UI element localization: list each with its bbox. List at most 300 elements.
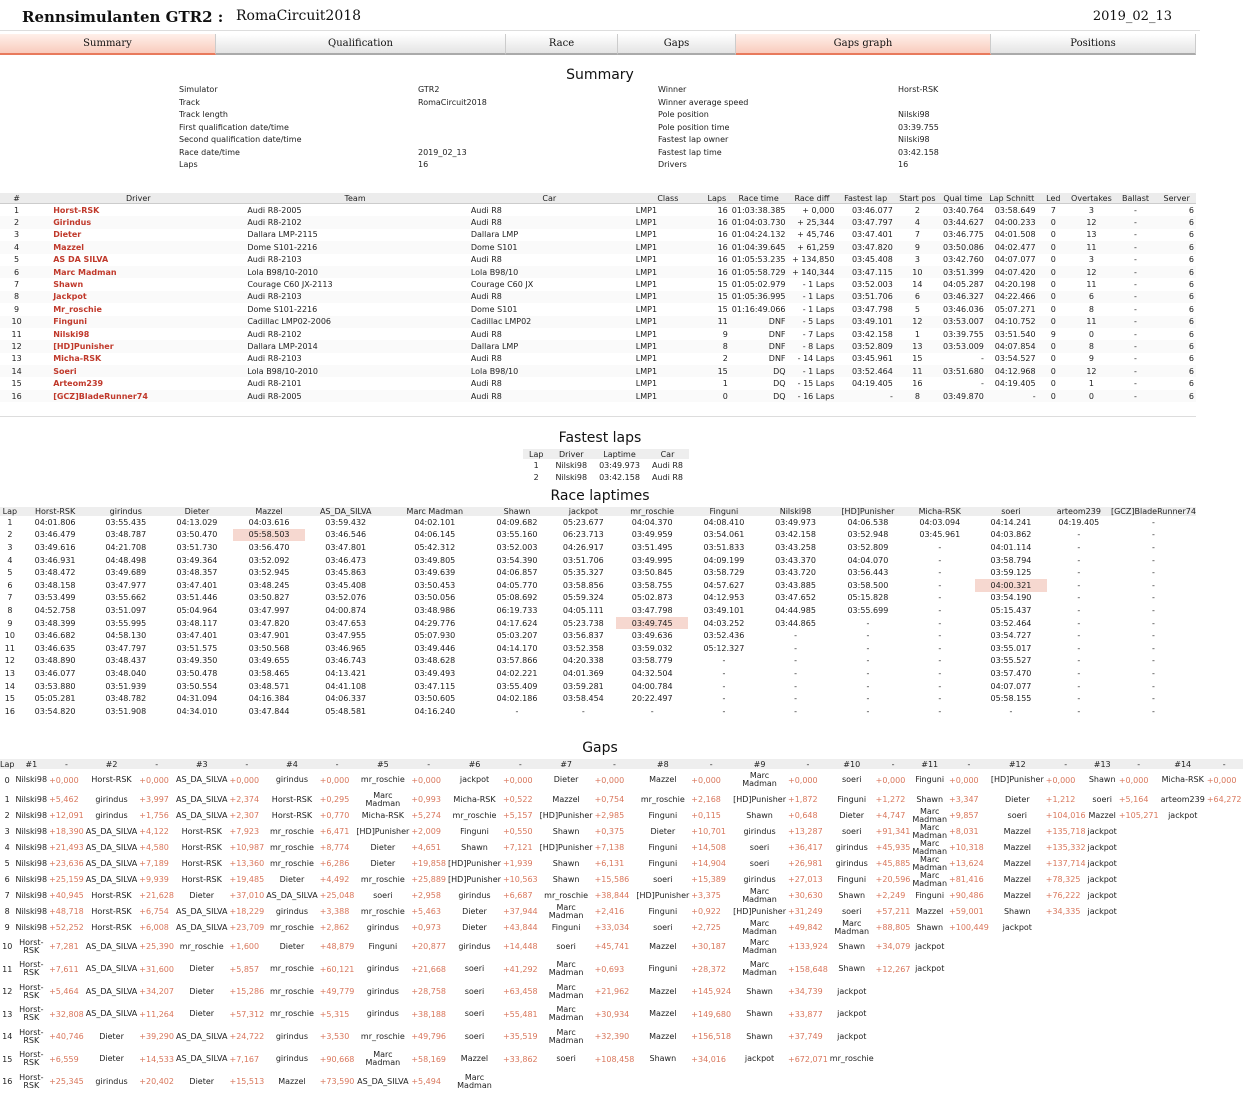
gap-value: +19,485 <box>228 872 265 888</box>
drivers-cell: 01:05:02.979 <box>730 278 788 290</box>
gap-value: +3,388 <box>319 904 356 920</box>
laptime-cell: 04:03.094 <box>904 516 975 529</box>
gaps-col-header: - <box>1118 759 1160 769</box>
tab-summary[interactable]: Summary <box>0 34 216 55</box>
drivers-cell: 0 <box>1038 303 1069 315</box>
laptime-cell: - <box>1111 680 1196 693</box>
gaps-col-header: - <box>1045 759 1087 769</box>
drivers-cell: 6 <box>1069 291 1114 303</box>
gap-value: +33,862 <box>502 1048 539 1071</box>
driver-name-link[interactable]: Jackpot <box>33 291 243 303</box>
laptime-cell: 03:46.077 <box>20 667 91 680</box>
gap-driver: Dieter <box>175 981 229 1004</box>
drivers-cell: 6 <box>1157 353 1196 365</box>
gap-driver: Dieter <box>175 1071 229 1093</box>
gap-value: +32,390 <box>594 1026 636 1049</box>
drivers-cell: - <box>1114 353 1157 365</box>
laptimes-col-header: [GCZ]BladeRunner74 <box>1111 507 1196 516</box>
drivers-cell: 6 <box>1157 266 1196 278</box>
gap-driver: Horst-RSK <box>175 872 229 888</box>
laptime-cell: 03:47.901 <box>233 629 306 642</box>
info-label: Laps <box>179 159 198 172</box>
drivers-row <box>0 328 1196 340</box>
gap-value: +40,945 <box>48 888 85 904</box>
gaps-row <box>0 856 1243 872</box>
gap-driver: [HD]Punisher <box>635 888 690 904</box>
gap-value: +3,530 <box>319 1026 356 1049</box>
driver-name-link[interactable]: Shawn <box>33 278 243 290</box>
drivers-cell: 16 <box>704 229 730 241</box>
driver-name-link[interactable]: Soeri <box>33 365 243 377</box>
laptime-cell: - <box>904 617 975 630</box>
gap-driver: Horst-RSK <box>265 792 319 808</box>
drivers-cell: 01:05:36.995 <box>730 291 788 303</box>
fastest-cell: Nilski98 <box>549 459 593 471</box>
gap-value: +55,481 <box>502 1003 539 1026</box>
gap-value: +14,904 <box>690 856 732 872</box>
drivers-cell: - <box>1114 316 1157 328</box>
drivers-cell: 5 <box>895 303 940 315</box>
gap-value: +2,307 <box>228 808 265 824</box>
laptime-cell: 4 <box>0 554 20 567</box>
laptime-cell: 03:50.568 <box>233 642 306 655</box>
drivers-cell: Audi R8-2005 <box>243 204 467 217</box>
gap-value: +91,341 <box>875 824 912 840</box>
gap-value: +58,169 <box>410 1048 447 1071</box>
drivers-row <box>0 353 1196 365</box>
tab-positions[interactable]: Positions <box>991 34 1196 55</box>
drivers-cell: 9 <box>1038 328 1069 340</box>
gap-driver: Finguni <box>829 792 875 808</box>
laptime-cell: - <box>904 705 975 718</box>
gap-value: +5,494 <box>410 1071 447 1093</box>
gap-value <box>875 981 912 1004</box>
gap-value: +0,922 <box>690 904 732 920</box>
laptime-cell: 03:47.798 <box>616 604 688 617</box>
gaps-col-header: #2 <box>85 759 139 769</box>
gap-driver: Marc Madman <box>355 1048 410 1071</box>
driver-name-link[interactable]: Micha-RSK <box>33 353 243 365</box>
gap-value <box>1118 856 1160 872</box>
drivers-cell: 12 <box>895 316 940 328</box>
gap-driver: mr_roschie <box>265 840 319 856</box>
drivers-cell: Audi R8 <box>467 390 632 402</box>
gap-value: +34,739 <box>787 981 829 1004</box>
drivers-cell: 10 <box>895 266 940 278</box>
drivers-cell: 6 <box>1157 216 1196 228</box>
laptime-cell: 03:50.056 <box>386 592 484 605</box>
fastest-row <box>523 471 689 483</box>
gap-value: +64,272 <box>1206 792 1243 808</box>
laptime-cell: 04:57.627 <box>688 579 760 592</box>
drivers-cell: 12 <box>0 340 33 352</box>
laptime-cell: 04:08.410 <box>688 516 760 529</box>
drivers-cell: - <box>1114 241 1157 253</box>
driver-name-link[interactable]: Finguni <box>33 316 243 328</box>
drivers-cell: LMP1 <box>632 340 704 352</box>
gap-driver: Horst-RSK <box>14 958 48 981</box>
gap-value: +672,071 <box>787 1048 829 1071</box>
laptime-cell: - <box>1047 604 1111 617</box>
laptime-cell: 03:50.453 <box>386 579 484 592</box>
drivers-cell: 6 <box>1157 340 1196 352</box>
driver-name-link[interactable]: Girindus <box>33 216 243 228</box>
laptime-cell: 03:43.720 <box>760 566 832 579</box>
laptimes-row <box>0 705 1196 718</box>
tab-gaps-graph[interactable]: Gaps graph <box>736 34 991 55</box>
laptime-cell: 03:47.801 <box>305 541 386 554</box>
gap-value: +21,628 <box>138 888 175 904</box>
laptime-cell: 05:08.692 <box>484 592 551 605</box>
drivers-cell: 16 <box>0 390 33 402</box>
laptime-cell: - <box>1111 579 1196 592</box>
drivers-cell: 03:52.003 <box>836 278 894 290</box>
gap-driver: Micha-RSK <box>355 808 410 824</box>
laptime-cell: 04:34.010 <box>161 705 233 718</box>
gap-value: +2,862 <box>319 920 356 936</box>
gaps-col-header: #14 <box>1160 759 1206 769</box>
gaps-row <box>0 936 1243 959</box>
gap-driver: [HD]Punisher <box>732 792 787 808</box>
gap-driver: Finguni <box>447 824 502 840</box>
gap-driver: Finguni <box>911 888 948 904</box>
drivers-cell: 0 <box>1038 377 1069 389</box>
drivers-col-header: # <box>0 193 33 204</box>
laptime-cell: - <box>1047 667 1111 680</box>
drivers-cell: - 1 Laps <box>788 291 837 303</box>
drivers-cell: 03:46.327 <box>940 291 986 303</box>
gap-value: +4,580 <box>138 840 175 856</box>
gap-value: +12,091 <box>48 808 85 824</box>
gap-value: +13,360 <box>228 856 265 872</box>
gap-driver: Dieter <box>447 904 502 920</box>
laptime-cell: - <box>1111 554 1196 567</box>
laptime-cell: 04:00.784 <box>616 680 688 693</box>
drivers-col-header: Qual time <box>940 193 986 204</box>
drivers-cell: - <box>1114 266 1157 278</box>
gap-value: +14,533 <box>138 1048 175 1071</box>
gap-lap: 2 <box>0 808 14 824</box>
laptimes-header-row <box>0 507 1196 516</box>
driver-name-link[interactable]: Arteom239 <box>33 377 243 389</box>
drivers-cell: 03:46.036 <box>940 303 986 315</box>
drivers-cell: 03:51.399 <box>940 266 986 278</box>
gap-driver: Shawn <box>732 808 787 824</box>
gap-value: +31,600 <box>138 958 175 981</box>
drivers-cell: - <box>1114 278 1157 290</box>
gap-value: +5,164 <box>1118 792 1160 808</box>
gap-value: +15,513 <box>228 1071 265 1093</box>
gap-value: +4,122 <box>138 824 175 840</box>
gap-driver: Mazzel <box>990 888 1045 904</box>
gap-value: +28,758 <box>410 981 447 1004</box>
laptime-cell: 03:45.961 <box>904 529 975 542</box>
drivers-cell: 0 <box>1038 340 1069 352</box>
gap-value: +21,493 <box>48 840 85 856</box>
gap-value: +8,031 <box>948 824 990 840</box>
brand-title: Rennsimulanten GTR2 : <box>22 8 223 26</box>
gap-driver: mr_roschie <box>355 769 410 792</box>
laptime-cell: - <box>484 705 551 718</box>
gap-value: +0,754 <box>594 792 636 808</box>
gap-driver: girindus <box>355 981 410 1004</box>
laptime-cell: 03:59.432 <box>305 516 386 529</box>
gap-value: +25,048 <box>319 888 356 904</box>
gap-lap: 15 <box>0 1048 14 1071</box>
drivers-cell: 8 <box>1069 303 1114 315</box>
gap-driver: Shawn <box>539 872 594 888</box>
drivers-cell: 11 <box>1069 278 1114 290</box>
driver-name-link[interactable]: [HD]Punisher <box>33 340 243 352</box>
drivers-cell: 6 <box>1157 377 1196 389</box>
gap-value: +158,648 <box>787 958 829 981</box>
gap-value: +26,981 <box>787 856 829 872</box>
laptime-cell: - <box>688 655 760 668</box>
drivers-cell: LMP1 <box>632 328 704 340</box>
gap-value: +1,272 <box>875 792 912 808</box>
drivers-cell: Audi R8 <box>467 204 632 217</box>
laptime-cell: 03:58.729 <box>688 566 760 579</box>
gap-value: +0,295 <box>319 792 356 808</box>
drivers-cell: 01:03:38.385 <box>730 204 788 217</box>
laptime-cell: 04:14.241 <box>975 516 1047 529</box>
gap-value: +48,718 <box>48 904 85 920</box>
gap-driver: girindus <box>829 840 875 856</box>
gap-value: +0,993 <box>410 792 447 808</box>
tab-race[interactable]: Race <box>506 34 618 55</box>
laptime-cell: 03:49.973 <box>760 516 832 529</box>
gap-driver: [HD]Punisher <box>732 904 787 920</box>
gap-driver: soeri <box>829 769 875 792</box>
gap-value: +8,774 <box>319 840 356 856</box>
drivers-cell: - 5 Laps <box>788 316 837 328</box>
laptime-cell: 03:58.454 <box>550 692 616 705</box>
laptime-cell: - <box>831 629 904 642</box>
gap-driver: Shawn <box>829 936 875 959</box>
gap-value: +0,000 <box>48 769 85 792</box>
laptime-cell: - <box>904 642 975 655</box>
laptime-cell: - <box>760 629 832 642</box>
gaps-col-header: - <box>319 759 356 769</box>
gap-value: +34,335 <box>1045 904 1087 920</box>
gap-driver: Horst-RSK <box>14 981 48 1004</box>
drivers-cell: LMP1 <box>632 303 704 315</box>
driver-name-link[interactable]: Marc Madman <box>33 266 243 278</box>
gap-driver: [HD]Punisher <box>539 840 594 856</box>
laptime-cell: 03:49.636 <box>616 629 688 642</box>
laptime-cell: 03:47.997 <box>233 604 306 617</box>
tab-gaps[interactable]: Gaps <box>618 34 736 55</box>
gaps-title: Gaps <box>0 740 1200 756</box>
laptime-cell: 03:48.571 <box>233 680 306 693</box>
gap-driver: Shawn <box>829 958 875 981</box>
gap-driver: Mazzel <box>990 840 1045 856</box>
laptime-cell: 03:51.939 <box>90 680 161 693</box>
info-value: 16 <box>418 159 428 172</box>
gap-value: +73,590 <box>319 1071 356 1093</box>
gap-driver: AS_DA_SILVA <box>175 1026 229 1049</box>
gap-driver: Mazzel <box>539 792 594 808</box>
gap-driver: Dieter <box>85 1026 139 1049</box>
gaps-row <box>0 1026 1243 1049</box>
driver-name-link[interactable]: Horst-RSK <box>33 204 243 217</box>
gap-driver: jackpot <box>1087 840 1118 856</box>
laptime-cell: 03:55.995 <box>90 617 161 630</box>
laptime-cell: 04:26.917 <box>550 541 616 554</box>
gap-value <box>1118 872 1160 888</box>
laptime-cell: - <box>904 592 975 605</box>
drivers-cell: 03:53.009 <box>940 340 986 352</box>
drivers-cell: 03:45.961 <box>836 353 894 365</box>
laptime-cell: - <box>831 680 904 693</box>
laptime-cell: 03:50.554 <box>161 680 233 693</box>
gap-lap: 12 <box>0 981 14 1004</box>
laptime-cell: - <box>1047 642 1111 655</box>
gap-value: +0,693 <box>594 958 636 981</box>
drivers-cell: 16 <box>895 377 940 389</box>
circuit-name: RomaCircuit2018 <box>236 8 361 24</box>
gap-driver: Dieter <box>355 840 410 856</box>
drivers-cell: 0 <box>1038 216 1069 228</box>
gap-value: +7,138 <box>594 840 636 856</box>
laptime-cell: 03:58.465 <box>233 667 306 680</box>
drivers-cell: Audi R8-2102 <box>243 328 467 340</box>
gap-value: +10,987 <box>228 840 265 856</box>
gap-value <box>875 1048 912 1071</box>
laptime-cell: 03:55.160 <box>484 529 551 542</box>
gap-driver: jackpot <box>911 958 948 981</box>
gap-value: +21,668 <box>410 958 447 981</box>
gap-value: +4,492 <box>319 872 356 888</box>
driver-name-link[interactable]: AS DA SILVA <box>33 254 243 266</box>
drivers-cell: 01:04:24.132 <box>730 229 788 241</box>
gap-driver: girindus <box>829 856 875 872</box>
gap-value: +135,332 <box>1045 840 1087 856</box>
gap-value <box>1045 920 1087 936</box>
gap-driver: Horst-RSK <box>175 856 229 872</box>
laptime-cell: 03:58.794 <box>975 554 1047 567</box>
drivers-cell: 15 <box>704 278 730 290</box>
drivers-cell: 1 <box>0 204 33 217</box>
gap-driver: Marc Madman <box>911 872 948 888</box>
drivers-cell: 0 <box>1069 390 1114 402</box>
laptime-cell: 03:43.258 <box>760 541 832 554</box>
drivers-cell: 04:12.968 <box>986 365 1038 377</box>
gap-value: +6,286 <box>319 856 356 872</box>
laptime-cell: 04:01.369 <box>550 667 616 680</box>
gap-lap: 14 <box>0 1026 14 1049</box>
gap-value: +15,586 <box>594 872 636 888</box>
laptime-cell: 2 <box>0 529 20 542</box>
gap-driver: mr_roschie <box>829 1048 875 1071</box>
drivers-cell: 11 <box>704 316 730 328</box>
driver-name-link[interactable]: [GCZ]BladeRunner74 <box>33 390 243 402</box>
drivers-cell: Dome S101 <box>467 303 632 315</box>
gap-value: +0,000 <box>948 769 990 792</box>
gap-lap: 4 <box>0 840 14 856</box>
laptime-cell: 03:47.797 <box>90 642 161 655</box>
drivers-cell: 16 <box>704 204 730 217</box>
tab-qualification[interactable]: Qualification <box>216 34 506 55</box>
drivers-cell: 6 <box>895 291 940 303</box>
gap-driver: Marc Madman <box>539 904 594 920</box>
gap-driver: mr_roschie <box>539 888 594 904</box>
drivers-cell: 6 <box>0 266 33 278</box>
gap-lap: 6 <box>0 872 14 888</box>
drivers-cell: 8 <box>0 291 33 303</box>
gap-value: +0,973 <box>410 920 447 936</box>
driver-name-link[interactable]: Nilski98 <box>33 328 243 340</box>
drivers-cell: 03:46.775 <box>940 229 986 241</box>
drivers-cell: LMP1 <box>632 266 704 278</box>
gap-lap: 16 <box>0 1071 14 1093</box>
drivers-cell: 05:07.271 <box>986 303 1038 315</box>
drivers-cell: 13 <box>1069 229 1114 241</box>
gap-driver: AS_DA_SILVA <box>85 958 139 981</box>
laptime-cell: 03:55.527 <box>975 655 1047 668</box>
laptime-cell: - <box>760 705 832 718</box>
gap-value: +78,325 <box>1045 872 1087 888</box>
gap-value: +5,857 <box>228 958 265 981</box>
laptimes-col-header: Mazzel <box>233 507 306 516</box>
laptime-cell: - <box>1111 655 1196 668</box>
laptime-cell: - <box>550 705 616 718</box>
gap-driver: mr_roschie <box>355 904 410 920</box>
gaps-col-header: - <box>787 759 829 769</box>
laptime-cell: 04:31.094 <box>161 692 233 705</box>
gap-value: +0,000 <box>1045 769 1087 792</box>
laptime-cell: 04:17.624 <box>484 617 551 630</box>
driver-name-link[interactable]: Mr_roschie <box>33 303 243 315</box>
gap-value: +38,188 <box>410 1003 447 1026</box>
gaps-row <box>0 1003 1243 1026</box>
gap-value: +1,212 <box>1045 792 1087 808</box>
drivers-cell: 6 <box>1157 241 1196 253</box>
gap-value: +5,315 <box>319 1003 356 1026</box>
drivers-cell: Dallara LMP <box>467 229 632 241</box>
gap-driver: [HD]Punisher <box>355 824 410 840</box>
gap-value: +6,471 <box>319 824 356 840</box>
laptime-cell: 05:23.677 <box>550 516 616 529</box>
gap-driver: Dieter <box>175 888 229 904</box>
drivers-cell: 7 <box>895 229 940 241</box>
gaps-col-header: - <box>690 759 732 769</box>
gap-value: +7,611 <box>48 958 85 981</box>
gap-driver: AS_DA_SILVA <box>175 792 229 808</box>
gap-value: +5,464 <box>48 981 85 1004</box>
driver-name-link[interactable]: Dieter <box>33 229 243 241</box>
gap-value: +5,462 <box>48 792 85 808</box>
gap-driver: Horst-RSK <box>14 936 48 959</box>
driver-name-link[interactable]: Mazzel <box>33 241 243 253</box>
gap-driver: Shawn <box>1087 769 1118 792</box>
laptime-cell: 14 <box>0 680 20 693</box>
drivers-cell: - <box>1114 204 1157 217</box>
drivers-row <box>0 377 1196 389</box>
laptime-cell: 04:14.170 <box>484 642 551 655</box>
laptime-cell: 03:48.986 <box>386 604 484 617</box>
gap-value: +45,885 <box>875 856 912 872</box>
gap-driver: Horst-RSK <box>85 888 139 904</box>
gap-value: +6,008 <box>138 920 175 936</box>
laptimes-row <box>0 592 1196 605</box>
gaps-col-header: - <box>594 759 636 769</box>
laptime-cell: - <box>760 655 832 668</box>
laptime-cell: - <box>1111 566 1196 579</box>
gap-driver: mr_roschie <box>635 792 690 808</box>
gap-value: +0,522 <box>502 792 539 808</box>
laptime-cell: - <box>1111 516 1196 529</box>
